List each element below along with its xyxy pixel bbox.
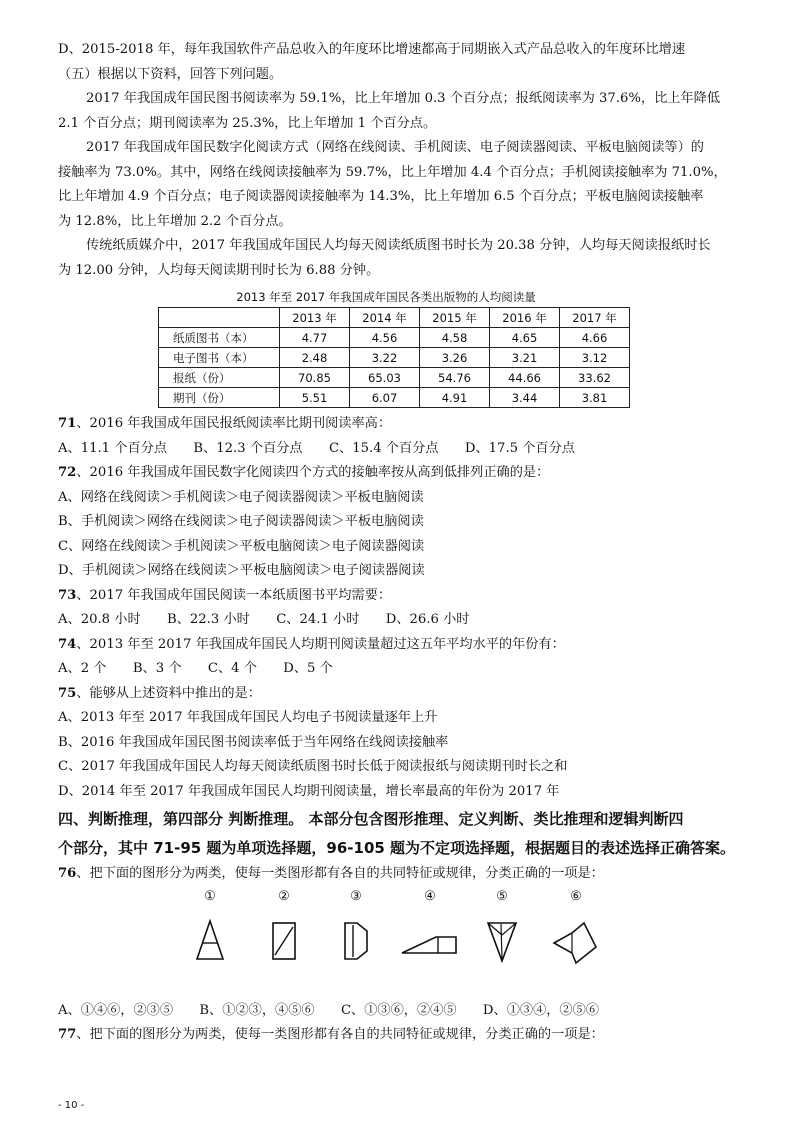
passage-line: 接触率为 73.0%。其中，网络在线阅读接触率为 59.7%，比上年增加 4.4 个百分点；手机阅读接触率为 71.0%， [58,164,727,180]
question-stem: 、把下面的图形分为两类，使每一类图形都有各自的共同特征或规律，分类正确的一项是： [76,1027,604,1042]
question-stem: 、把下面的图形分为两类，使每一类图形都有各自的共同特征或规律，分类正确的一项是： [76,866,604,881]
shield-shape [339,919,373,963]
question-stem: 、2016 年我国成年国民报纸阅读率比期刊阅读率高： [76,416,392,431]
table-cell: 4.77 [280,328,350,348]
figure-label: ⑤ [496,888,508,904]
option-c: C、网络在线阅读＞手机阅读＞平板电脑阅读＞电子阅读器阅读 [58,538,425,554]
table-cell: 3.44 [490,388,560,408]
option-b: B、2016 年我国成年国民图书阅读率低于当年网络在线阅读接触率 [58,734,449,750]
passage-line: 2.1 个百分点；期刊阅读率为 25.3%，比上年增加 1 个百分点。 [58,115,437,131]
figure-5 [482,889,522,963]
figure-label: ④ [424,888,436,904]
question-number: 76 [58,866,77,881]
table-corner-cell [159,308,280,328]
question-74-options: A、2 个 B、3 个 C、4 个 D、5 个 [58,661,333,676]
table-cell: 70.85 [280,368,350,388]
figure-label: ① [204,888,216,904]
table-caption: 2013 年至 2017 年我国成年国民各类出版物的人均阅读量 [236,290,536,304]
table-cell: 4.65 [490,328,560,348]
figure-3 [336,889,376,963]
figure-label: ⑥ [570,888,582,904]
table-cell: 3.21 [490,348,560,368]
table-row [159,348,630,368]
question-stem: 、2017 年我国成年国民阅读一本纸质图书平均需要： [76,587,392,603]
table-cell: 6.07 [350,388,420,408]
figure-4 [410,889,450,963]
table-cell: 4.66 [560,328,630,348]
year-header: 2017 年 [560,308,630,328]
table-cell: 3.81 [560,388,630,408]
option-b: B、手机阅读＞网络在线阅读＞电子阅读器阅读＞平板电脑阅读 [58,514,424,529]
table-cell: 2.48 [280,348,350,368]
table-cell: 3.12 [560,348,630,368]
question-stem: 、2016 年我国成年国民数字化阅读四个方式的接触率按从高到低排列正确的是： [76,465,550,480]
year-header: 2016 年 [490,308,560,328]
question-77 [58,1023,758,1048]
option-d: D、手机阅读＞网络在线阅读＞平板电脑阅读＞电子阅读器阅读 [58,563,425,578]
question-stem: 、2013 年至 2017 年我国成年国民人均期刊阅读量超过这五年平均水平的年份有： [76,636,565,652]
option-a: A、网络在线阅读＞手机阅读＞电子阅读器阅读＞平板电脑阅读 [58,489,424,505]
section-5-heading: （五）根据以下资料，回答下列问题。 [58,66,283,82]
question-number: 71 [58,416,77,431]
table-row [159,388,630,408]
polygon-shape [550,919,600,967]
table-cell: 54.76 [420,368,490,388]
rectangle-diagonal-shape [267,919,301,963]
question-73 [58,584,758,609]
table-cell: 33.62 [560,368,630,388]
table-cell: 65.03 [350,368,420,388]
page-number: - 10 - [58,1100,85,1111]
question-74 [58,633,758,658]
section-4-heading-line-1: 四、判断推理，第四部分 判断推理。 本部分包含图形推理、定义判断、类比推理和逻辑判断四 [58,810,684,828]
question-76 [58,862,758,887]
figure-label: ③ [350,888,362,904]
question-71 [58,412,758,437]
table-cell: 4.91 [420,388,490,408]
table-cell: 3.26 [420,348,490,368]
question-stem: 、能够从上述资料中推出的是： [76,685,261,701]
table-row [159,328,630,348]
option-c: C、2017 年我国成年国民人均每天阅读纸质图书时长低于阅读报纸与阅读期刊时长之和 [58,759,568,774]
figure-label: ② [278,888,290,904]
year-header: 2014 年 [350,308,420,328]
question-number: 75 [58,685,77,701]
row-label: 电子图书（本） [159,348,280,368]
exam-page [58,38,758,1048]
trapezoid-triangle-shape [193,919,227,963]
passage-line: 比上年增加 4.9 个百分点；电子阅读器阅读接触率为 14.3%，比上年增加 6.5 个百分点；平板电脑阅读接触率 [58,189,704,204]
table-cell: 4.56 [350,328,420,348]
passage-line: 2017 年我国成年国民数字化阅读方式（网络在线阅读、手机阅读、电子阅读器阅读、平板电脑阅读等）的 [86,140,704,155]
table-cell: 5.51 [280,388,350,408]
year-header: 2013 年 [280,308,350,328]
table-row [159,368,630,388]
passage-line: 传统纸质媒介中，2017 年我国成年国民人均每天阅读纸质图书时长为 20.38 分钟，人均每天阅读报纸时长 [86,238,711,253]
question-76-options: A、①④⑥，②③⑤ B、①②③，④⑤⑥ C、①③⑥，②④⑤ D、①③④，②⑤⑥ [58,1002,599,1018]
flat-trapezoid-shape [400,919,460,963]
question-75 [58,682,758,707]
row-label: 期刊（份） [159,388,280,408]
reading-volume-table [158,307,630,408]
question-number: 77 [58,1027,77,1042]
question-71-options: A、11.1 个百分点 B、12.3 个百分点 C、15.4 个百分点 D、17.5 个百分点 [58,440,575,456]
figure-6 [556,889,596,967]
option-d-previous-question: D、2015-2018 年，每年我国软件产品总收入的年度环比增速都高于同期嵌入式产品总收入的年度环比增速 [58,42,686,57]
question-72 [58,461,758,486]
figure-2 [264,889,304,963]
question-number: 72 [58,465,77,480]
passage-line: 为 12.8%，比上年增加 2.2 个百分点。 [58,213,292,229]
table-cell: 3.22 [350,348,420,368]
section-4-heading-line-2: 个部分，其中 71-95 题为单项选择题，96-105 题为不定项选择题，根据题目的表述选择正确答案。 [58,839,736,857]
row-label: 报纸（份） [159,368,280,388]
figure-1 [190,889,230,963]
table-cell: 4.58 [420,328,490,348]
passage-line: 为 12.00 分钟，人均每天阅读期刊时长为 6.88 分钟。 [58,262,380,278]
kite-shape [485,919,519,963]
option-a: A、2013 年至 2017 年我国成年国民人均电子书阅读量逐年上升 [58,710,438,725]
table-header-row [159,308,630,328]
row-label: 纸质图书（本） [159,328,280,348]
option-d: D、2014 年至 2017 年我国成年国民人均期刊阅读量，增长率最高的年份为 2017 年 [58,783,560,799]
question-73-options: A、20.8 小时 B、22.3 小时 C、24.1 小时 D、26.6 小时 [58,612,470,627]
year-header: 2015 年 [420,308,490,328]
question-number: 74 [58,636,77,652]
figure-row [58,889,758,999]
table-cell: 44.66 [490,368,560,388]
passage-line: 2017 年我国成年国民图书阅读率为 59.1%，比上年增加 0.3 个百分点；报纸阅读率为 37.6%，比上年降低 [86,91,721,106]
question-number: 73 [58,587,77,603]
